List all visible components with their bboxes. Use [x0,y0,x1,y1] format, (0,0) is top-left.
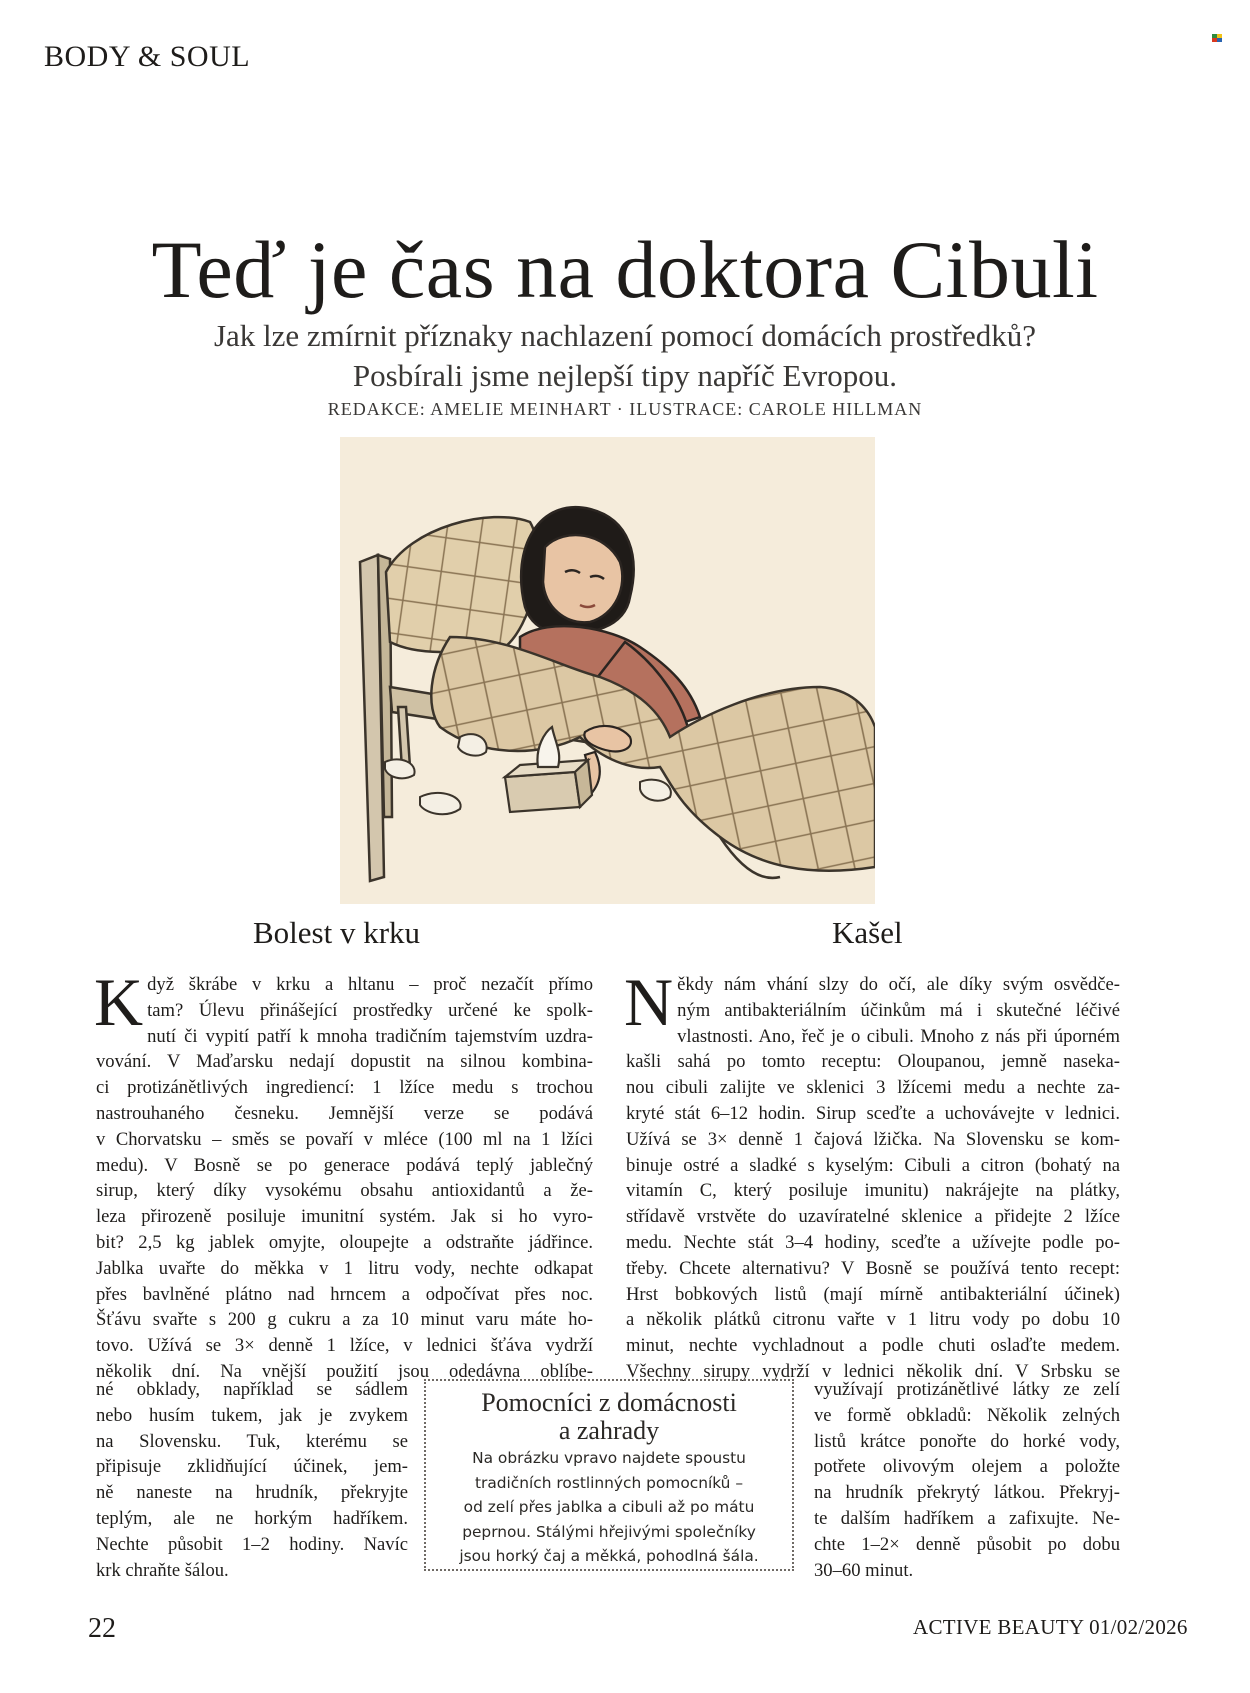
text-line: teplým, ale ne horkým hadříkem. [96,1507,408,1529]
text-line: tam? Úlevu přinášející prostředky určené ke spolk- [147,999,593,1021]
text-line: listů krátce ponořte do horké vody, [814,1430,1120,1452]
article-subtitle-line-1: Jak lze zmírnit příznaky nachlazení pomocí domácích prostředků? [213,318,1037,353]
text-line: krk chraňte šálou. [96,1559,229,1581]
text-line: né obklady, například se sádlem [96,1379,408,1400]
sidebar-box-line: jsou horký čaj a měkká, pohodlná šála. [459,1547,759,1565]
color-mark-icon [1212,34,1222,42]
text-line: binuje ostré a sladké s kyselým: Cibuli a citron (bohatý na [626,1154,1120,1176]
sidebar-box-line: peprnou. Stálými hřejivými společníky [462,1522,756,1541]
text-line: nou cibuli zalijte ve sklenici 3 lžícemi medu a nechte za- [626,1077,1120,1099]
cough-text [624,964,1120,1385]
sidebar-box-title [424,1389,794,1445]
cough-text-continued [814,1377,1120,1583]
text-line: Užívá se 3× denně 1 čajová lžička. Na Slovensku se kom- [626,1128,1120,1150]
text-line: te dalším hadříkem a zafixujte. Ne- [814,1507,1120,1529]
sidebar-box-line: od zelí přes jablka a cibuli až po mátu [463,1498,755,1516]
text-line: několik dní. Na vnější použití jsou odedávna oblíbe- [96,1360,593,1382]
text-line: chte 1–2× denně působit po dobu [814,1533,1120,1555]
sore-throat-text-continued [96,1377,408,1583]
text-line: 30–60 minut. [814,1559,914,1581]
text-line: ně naneste na hrudník, překryjte [96,1482,408,1504]
text-line: střídavě vrstvěte do uzavíratelné sklenice a přidejte 2 lžíce [626,1206,1120,1228]
text-line: nebo husím tukem, jak je zvykem [96,1404,408,1426]
text-line: přes bavlněné plátno nad hrncem a odpočívat přes noc. [96,1283,593,1305]
text-line: medu). V Bosně se po generace podává teplý jablečný [96,1154,593,1176]
text-line: ve formě obkladů: Několik zelných [814,1404,1120,1426]
section-label: BODY & SOUL [44,40,251,73]
text-line: bit? 2,5 kg jablek omyjte, oloupejte a odstraňte jádřince. [96,1231,593,1253]
page-number: 22 [88,1613,116,1644]
text-line: nutí či vypití patří k mnoha tradičním tajemstvím uzdra- [147,1025,593,1047]
text-line: v Chorvatsku – směs se povaří v mléce (100 ml na 1 lžíci [96,1128,593,1150]
text-line: ným antibakteriálním účinkům má i skutečné léčivé [677,999,1120,1021]
text-line: vitamín C, který posiluje imunitu) nakrájejte na plátky, [626,1180,1120,1202]
text-line: a několik plátků citronu vařte v 1 litru vody po dobu 10 [626,1309,1120,1331]
text-line: vlastnosti. Ano, řeč je o cibuli. Mnoho z nás při úporném [677,1025,1120,1047]
text-line: připisuje zklidňující účinek, jem- [96,1456,408,1478]
sidebar-box-text [424,1446,794,1569]
text-line: vování. V Maďarsku nedají dopustit na silnou kombina- [96,1051,593,1073]
text-line: leza přirozeně posiluje imunitní systém. Jak si ho vyro- [96,1206,593,1228]
text-line: kašli sahá po tomto receptu: Oloupanou, jemně naseka- [626,1051,1120,1073]
sidebar-box-line: Na obrázku vpravo najdete spoustu [472,1449,746,1467]
article-subtitle-line-2: Posbírali jsme nejlepší tipy napříč Evropou. [352,358,898,393]
text-line: třeby. Chcete alternativu? V Bosně se používá tento recept: [626,1257,1120,1279]
section-heading-cough: Kašel [832,915,903,950]
drop-cap: K [94,964,144,1040]
text-line: Šťávu svařte s 200 g cukru a za 10 minut varu máte ho- [96,1309,593,1331]
article-credits: REDAKCE: AMELIE MEINHART · ILUSTRACE: CAROLE HILLMAN [327,399,923,419]
text-line: tovo. Užívá se 3× denně 1 lžíce, v lednici šťáva vydrží [96,1335,593,1357]
text-line: na Slovensku. Tuk, kterému se [96,1430,408,1452]
publication-footer: ACTIVE BEAUTY 01/02/2026 [913,1615,1188,1639]
text-line: potřete olivovým olejem a položte [814,1456,1120,1478]
text-line: na hrudník překrytý látkou. Překryj- [814,1482,1120,1504]
text-line: Všechny sirupy vydrží v lednici několik dní. V Srbsku se [626,1360,1120,1382]
sidebar-box-title-line: Pomocníci z domácnosti [481,1388,737,1417]
sore-throat-text [94,964,593,1385]
drop-cap: N [624,964,674,1040]
text-line: medu. Nechte stát 3–4 hodiny, sceďte a užívejte podle po- [626,1231,1120,1253]
text-line: Hrst bobkových listů (mají mírně antibakteriální účinek) [626,1283,1120,1305]
text-line: nastrouhaného česneku. Jemnější verze se podává [96,1102,593,1124]
text-line: dyž škrábe v krku a hltanu – proč nezačít přímo [147,974,593,995]
sick-woman-in-bed-illustration [340,437,875,904]
sidebar-box-line: tradičních rostlinných pomocníků – [474,1473,744,1492]
sidebar-box-title-line: a zahrady [558,1416,660,1445]
article-title: Teď je čas na doktora Cibuli [151,224,1099,315]
text-line: Nechte působit 1–2 hodiny. Navíc [96,1533,408,1555]
text-line: minut, nechte vychladnout a podle chuti oslaďte medem. [626,1335,1120,1357]
section-heading-sore-throat: Bolest v krku [253,915,421,950]
text-line: sirup, který díky vysokému obsahu antioxidantů a že- [96,1180,593,1202]
text-line: kryté stát 6–12 hodin. Sirup sceďte a uchovávejte v lednici. [626,1102,1120,1124]
text-line: Jablka uvařte do měkka v 1 litru vody, nechte odkapat [96,1257,593,1279]
text-line: ěkdy nám vhání slzy do očí, ale díky svým osvědče- [677,974,1120,995]
text-line: ci protizánětlivých ingrediencí: 1 lžíce medu s trochou [96,1077,593,1099]
text-line: využívají protizánětlivé látky ze zelí [814,1379,1120,1400]
